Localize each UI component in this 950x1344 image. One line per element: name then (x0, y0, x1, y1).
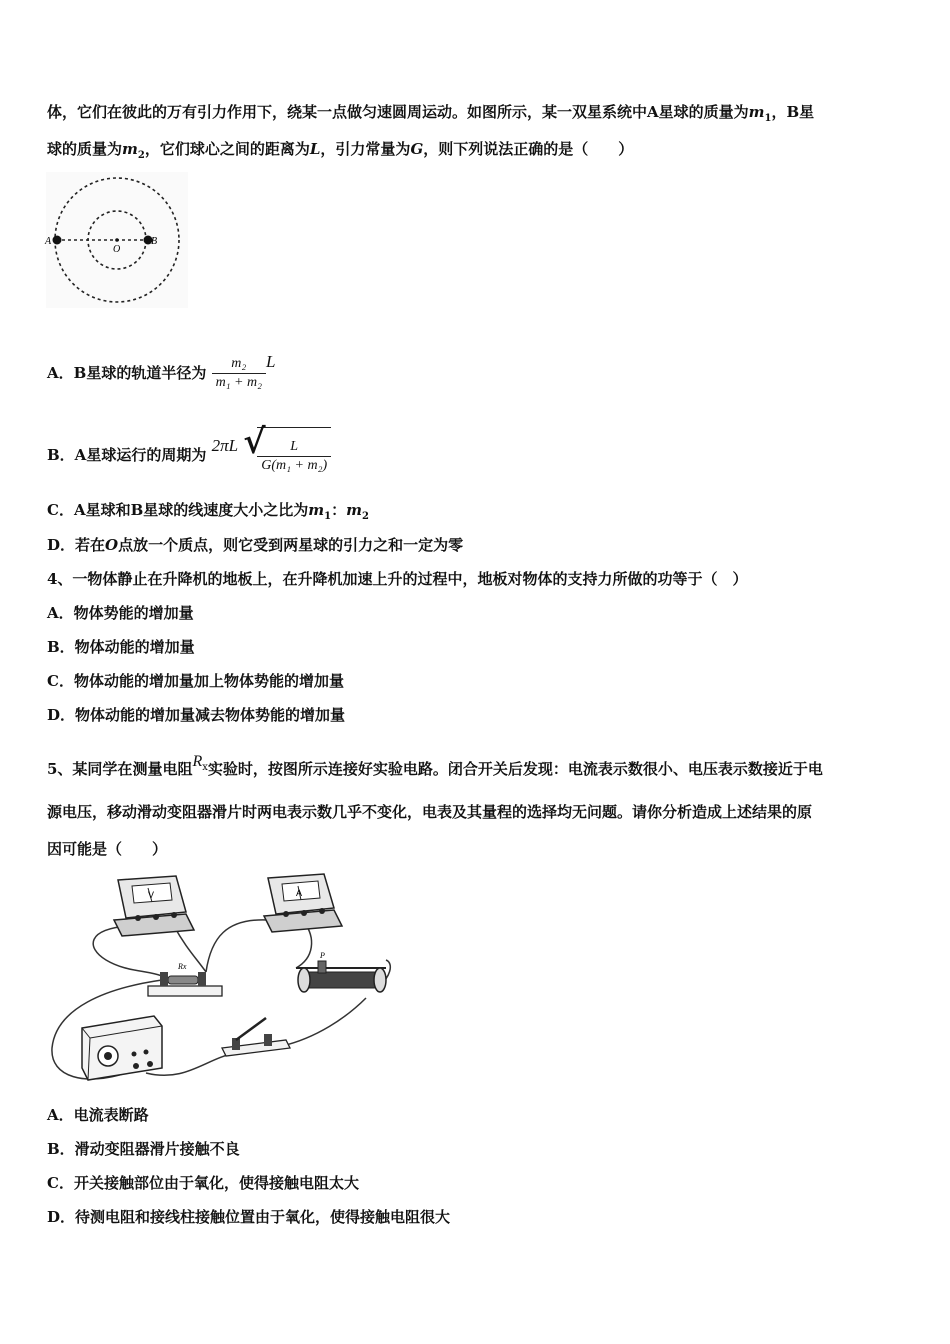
switch (222, 1018, 290, 1056)
q5-option-c: C．开关接触部位由于氧化，使得接触电阻太大 (47, 1174, 359, 1192)
q3-option-b: B．A星球运行的周期为 2πL √ $\frac{L}{\text{G(m₁ + m₂)}}$ (47, 418, 331, 484)
label-o: O (113, 244, 121, 255)
q3-option-d: D．若在O点放一个质点，则它受到两星球的引力之和一定为零 (47, 536, 464, 554)
label-b: B (151, 236, 158, 247)
q4-stem: 4、一物体静止在升降机的地板上，在升降机加速上升的过程中，地板对物体的支持力所做的功等于（ ） (47, 570, 748, 588)
center-point (115, 238, 119, 242)
ammeter (264, 874, 342, 932)
q3-stem-line2: 球的质量为$m_2$，它们球心之间的距离为L，引力常量为G，则下列说法正确的是（ ） (47, 140, 634, 161)
q5-option-d: D．待测电阻和接线柱接触位置由于氧化，使得接触电阻很大 (47, 1208, 451, 1226)
q5-option-b: B．滑动变阻器滑片接触不良 (47, 1140, 240, 1158)
q4-option-a: A．物体势能的增加量 (47, 604, 194, 622)
binary-star-figure (44, 170, 190, 310)
q3-option-c: C．A星球和B星球的线速度大小之比为$m_1$：$m_2$ (47, 501, 369, 522)
q4-option-b: B．物体动能的增加量 (47, 638, 195, 656)
q3-stem-line1: 体，它们在彼此的万有引力作用下，绕某一点做匀速圆周运动。如图所示，某一双星系统中A星球的质量为$m_1$，B星 (47, 103, 815, 124)
slider-label: P (320, 951, 325, 960)
star-a (53, 236, 62, 245)
voltmeter-label: V (148, 890, 155, 900)
resistor-label: Rx (178, 962, 187, 971)
q5-stem-line2: 源电压，移动滑动变阻器滑片时两电表示数几乎不变化，电表及其量程的选择均无问题。请你分析造成上述结果的原 (47, 803, 813, 821)
q5-stem-line3: 因可能是（ ） (47, 840, 168, 858)
ammeter-label: A (296, 888, 303, 898)
q3-option-a-fraction: $\frac{\text{m₂}}{\text{m₁ + m₂}}$ (212, 355, 266, 392)
q5-stem-line1: 5、某同学在测量电阻$R^x$实验时，按图所示连接好实验电路。闭合开关后发现：电流表示数很小、电压表示数接近于电 (47, 753, 823, 778)
power-supply (82, 1016, 162, 1080)
rheostat (296, 951, 386, 992)
q4-option-c: C．物体动能的增加量加上物体势能的增加量 (47, 672, 344, 690)
label-a: A (45, 236, 52, 247)
wire-3 (206, 920, 268, 972)
circuit-figure (46, 868, 396, 1090)
wire-7 (282, 998, 366, 1046)
q3-option-b-sqrt: √ $\frac{L}{\text{G(m₁ + m₂)}}$ (257, 427, 331, 484)
q4-option-d: D．物体动能的增加量减去物体势能的增加量 (47, 706, 346, 724)
q3-option-a: A．B星球的轨道半径为 $\frac{\text{m₂}}{\text{m₁ + m₂}}$ L (47, 352, 276, 390)
resistor-rx (148, 962, 222, 996)
voltmeter (114, 876, 194, 936)
q5-option-a: A．电流表断路 (47, 1106, 149, 1124)
